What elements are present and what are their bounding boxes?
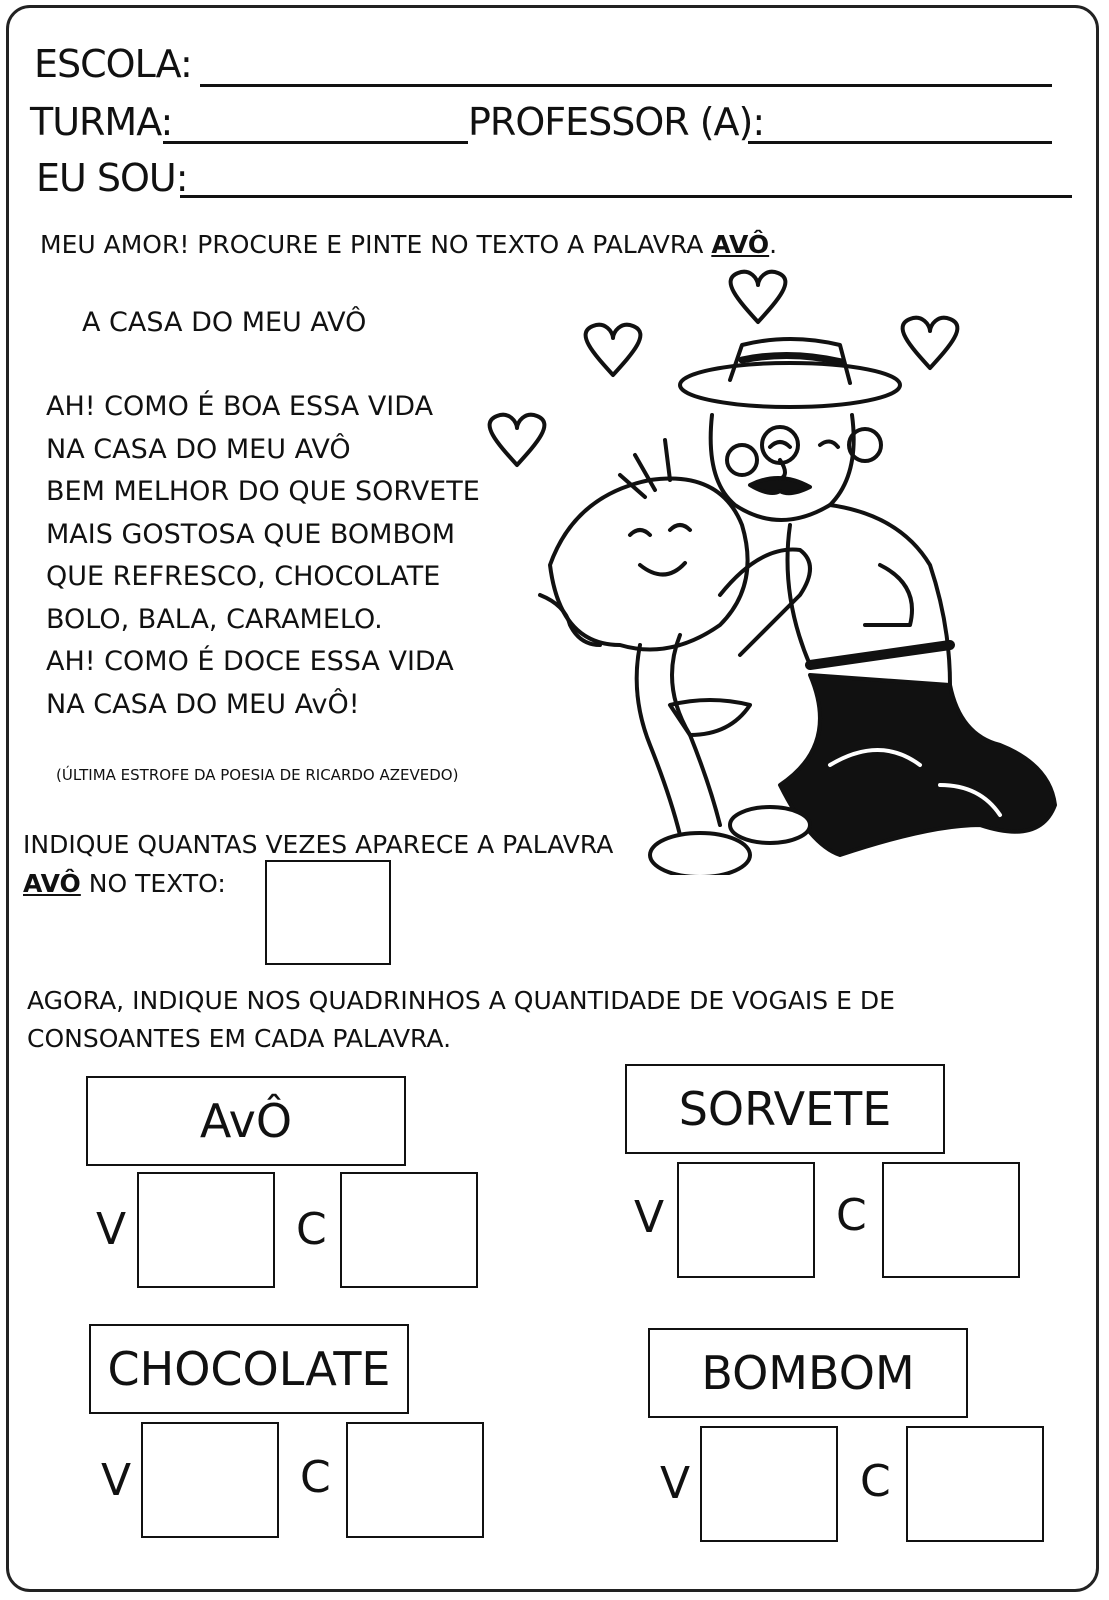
word-label: CHOCOLATE xyxy=(107,1342,391,1396)
instruction-suffix: . xyxy=(769,230,778,259)
turma-label: TURMA: xyxy=(30,100,173,144)
consonant-count-box[interactable] xyxy=(340,1172,478,1288)
vowel-label: V xyxy=(634,1192,665,1243)
word-label: AvÔ xyxy=(199,1094,293,1148)
professor-field[interactable] xyxy=(748,141,1052,144)
instruction-text xyxy=(40,230,777,259)
word-card-bombom xyxy=(648,1328,968,1418)
vowel-count-box[interactable] xyxy=(137,1172,275,1288)
poem-line: QUE REFRESCO, CHOCOLATE xyxy=(46,561,441,592)
word-card-chocolate xyxy=(89,1324,409,1414)
escola-field[interactable] xyxy=(200,84,1052,87)
heart-outline-icon xyxy=(490,415,545,465)
vowel-label: V xyxy=(660,1458,691,1509)
question1-rest: NO TEXTO: xyxy=(80,869,226,898)
consonant-count-box[interactable] xyxy=(346,1422,484,1538)
eu-sou-label: EU SOU: xyxy=(36,156,188,200)
poem-title: A CASA DO MEU AVÔ xyxy=(82,307,367,338)
vowel-count-box[interactable] xyxy=(141,1422,279,1538)
instruction-highlight: AVÔ xyxy=(711,230,770,259)
question1-line1: INDIQUE QUANTAS VEZES APARECE A PALAVRA xyxy=(23,830,614,859)
poem-line: NA CASA DO MEU AVÔ xyxy=(46,433,351,465)
poem-line: NA CASA DO MEU AvÔ! xyxy=(46,688,360,720)
consonant-label: C xyxy=(296,1204,327,1255)
consonant-label: C xyxy=(860,1456,891,1507)
consonant-count-box[interactable] xyxy=(882,1162,1020,1278)
word-label: BOMBOM xyxy=(701,1346,915,1400)
poem-line: MAIS GOSTOSA QUE BOMBOM xyxy=(46,518,456,550)
grandfather-hugging-child-illustration xyxy=(480,265,1070,875)
poem-line: AH! COMO É DOCE ESSA VIDA xyxy=(46,646,454,677)
poem-source: (ÚLTIMA ESTROFE DA POESIA DE RICARDO AZEVEDO) xyxy=(56,766,459,784)
vowel-count-box[interactable] xyxy=(700,1426,838,1542)
eu-sou-field[interactable] xyxy=(180,195,1072,198)
professor-label: PROFESSOR (A): xyxy=(468,100,765,144)
consonant-label: C xyxy=(836,1190,867,1241)
question1-highlight: AVÔ xyxy=(23,869,81,898)
count-answer-box[interactable] xyxy=(265,860,391,965)
poem-body xyxy=(46,386,480,726)
heart-outline-icon xyxy=(903,318,958,368)
question1-line2 xyxy=(23,869,226,898)
escola-label: ESCOLA: xyxy=(34,42,192,86)
poem-line: AH! COMO É BOA ESSA VIDA xyxy=(46,391,434,422)
word-label: SORVETE xyxy=(678,1082,892,1136)
question2-line2: CONSOANTES EM CADA PALAVRA. xyxy=(27,1024,452,1053)
turma-field[interactable] xyxy=(163,141,468,144)
heart-outline-icon xyxy=(586,325,641,375)
poem-line: BOLO, BALA, CARAMELO. xyxy=(46,603,383,635)
vowel-label: V xyxy=(96,1204,127,1255)
consonant-label: C xyxy=(300,1452,331,1503)
word-card-sorvete xyxy=(625,1064,945,1154)
word-card-avo xyxy=(86,1076,406,1166)
heart-outline-icon xyxy=(731,272,786,322)
vowel-label: V xyxy=(101,1455,132,1506)
vowel-count-box[interactable] xyxy=(677,1162,815,1278)
question2-line1: AGORA, INDIQUE NOS QUADRINHOS A QUANTIDADE DE VOGAIS E DE xyxy=(27,986,895,1015)
poem-line: BEM MELHOR DO QUE SORVETE xyxy=(46,476,480,507)
instruction-prefix: MEU AMOR! PROCURE E PINTE NO TEXTO A PALAVRA xyxy=(40,230,712,259)
consonant-count-box[interactable] xyxy=(906,1426,1044,1542)
